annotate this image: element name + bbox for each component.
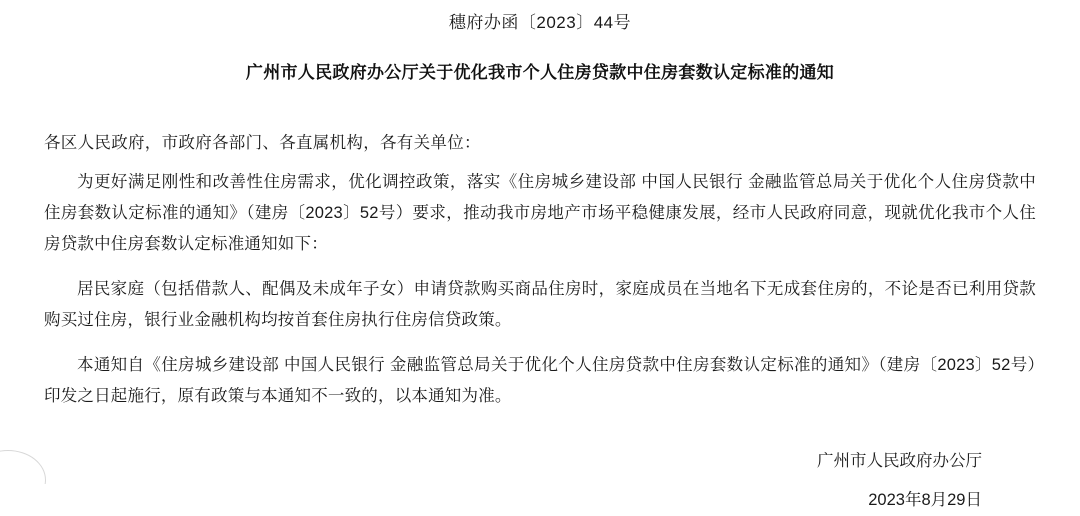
document-number: 穗府办函〔2023〕44号: [448, 13, 632, 32]
recipient-line: 各区人民政府，市政府各部门、各直属机构，各有关单位：: [44, 133, 481, 152]
body-paragraph-1: 为更好满足刚性和改善性住房需求，优化调控政策，落实《住房城乡建设部 中国人民银行 金融监管总局关于优化个人住房贷款中住房套数认定标准的通知》（建房〔2023〕52号）要求，推动我市房地产市场平稳健康发展，经市人民政府同意，现就优化我市个人住房贷款中住房套数认定标准通知如下：: [44, 172, 1036, 253]
page-title: 广州市人民政府办公厅关于优化我市个人住房贷款中住房套数认定标准的通知: [245, 62, 835, 82]
signature-date: 2023年8月29日: [868, 490, 982, 509]
body-paragraph-3: 本通知自《住房城乡建设部 中国人民银行 金融监管总局关于优化个人住房贷款中住房套数认定标准的通知》（建房〔2023〕52号）印发之日起施行，原有政策与本通知不一致的，以本通知为准。: [44, 355, 1036, 405]
signature-organization: 广州市人民政府办公厅: [817, 451, 982, 470]
body-paragraph-2: 居民家庭（包括借款人、配偶及未成年子女）申请贷款购买商品住房时，家庭成员在当地名下无成套住房的，不论是否已利用贷款购买过住房，银行业金融机构均按首套住房执行住房信贷政策。: [44, 279, 1036, 329]
